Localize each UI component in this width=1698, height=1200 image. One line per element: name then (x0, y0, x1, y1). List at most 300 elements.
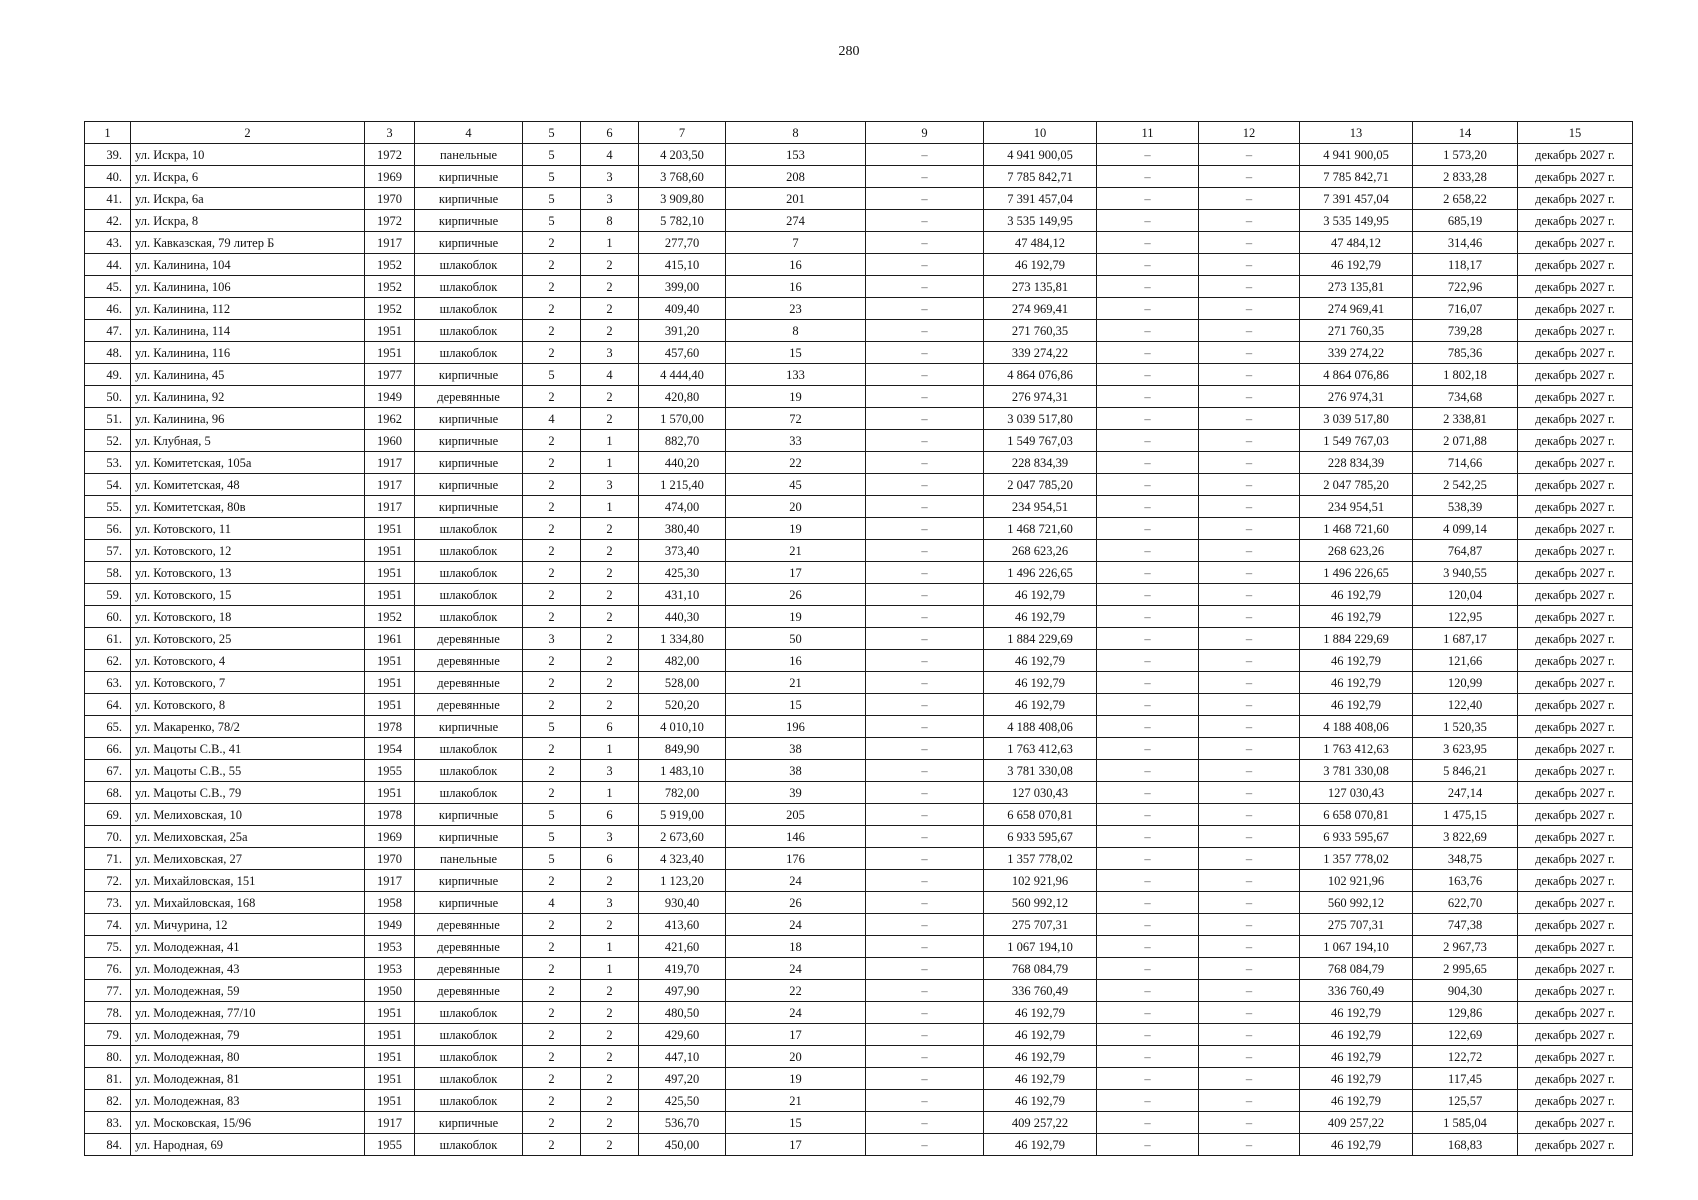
deadline-cell: декабрь 2027 г. (1518, 892, 1633, 914)
address-cell: ул. Молодежная, 81 (131, 1068, 365, 1090)
column-number-row (85, 122, 1633, 144)
build-year-cell: 1972 (365, 144, 415, 166)
wall-material-cell: панельные (415, 144, 523, 166)
address-cell: ул. Мацоты С.В., 79 (131, 782, 365, 804)
col-9-value-cell: – (866, 738, 984, 760)
build-year-cell: 1961 (365, 628, 415, 650)
deadline-cell: декабрь 2027 г. (1518, 716, 1633, 738)
deadline-cell: декабрь 2027 г. (1518, 518, 1633, 540)
cost-per-sqm-cell: 685,19 (1413, 210, 1518, 232)
col-9-value-cell: – (866, 430, 984, 452)
deadline-cell: декабрь 2027 г. (1518, 1046, 1633, 1068)
floors-cell: 5 (523, 210, 581, 232)
entrances-cell: 2 (581, 980, 639, 1002)
col-11-value-cell: – (1097, 254, 1199, 276)
cost-fund-cell: 102 921,96 (1300, 870, 1413, 892)
wall-material-cell: деревянные (415, 914, 523, 936)
col-12-value-cell: – (1199, 650, 1300, 672)
col-12-value-cell: – (1199, 694, 1300, 716)
residents-cell: 17 (726, 1024, 866, 1046)
col-9-value-cell: – (866, 452, 984, 474)
wall-material-cell: панельные (415, 848, 523, 870)
table-row (85, 826, 1633, 848)
deadline-cell: декабрь 2027 г. (1518, 496, 1633, 518)
col-12-value-cell: – (1199, 760, 1300, 782)
floors-cell: 5 (523, 804, 581, 826)
cost-per-sqm-cell: 2 833,28 (1413, 166, 1518, 188)
entrances-cell: 1 (581, 782, 639, 804)
cost-total-cell: 46 192,79 (984, 1024, 1097, 1046)
entrances-cell: 6 (581, 848, 639, 870)
build-year-cell: 1969 (365, 826, 415, 848)
residents-cell: 133 (726, 364, 866, 386)
cost-fund-cell: 409 257,22 (1300, 1112, 1413, 1134)
table-row (85, 496, 1633, 518)
col-11-value-cell: – (1097, 628, 1199, 650)
entrances-cell: 2 (581, 694, 639, 716)
build-year-cell: 1949 (365, 386, 415, 408)
cost-fund-cell: 271 760,35 (1300, 320, 1413, 342)
cost-fund-cell: 7 785 842,71 (1300, 166, 1413, 188)
cost-total-cell: 1 496 226,65 (984, 562, 1097, 584)
deadline-cell: декабрь 2027 г. (1518, 232, 1633, 254)
residents-cell: 17 (726, 1134, 866, 1156)
entrances-cell: 1 (581, 738, 639, 760)
table-row (85, 672, 1633, 694)
col-11-value-cell: – (1097, 188, 1199, 210)
floors-cell: 2 (523, 452, 581, 474)
deadline-cell: декабрь 2027 г. (1518, 606, 1633, 628)
deadline-cell: декабрь 2027 г. (1518, 738, 1633, 760)
entrances-cell: 3 (581, 826, 639, 848)
cost-per-sqm-cell: 247,14 (1413, 782, 1518, 804)
col-11-value-cell: – (1097, 1024, 1199, 1046)
total-area-cell: 399,00 (639, 276, 726, 298)
wall-material-cell: шлакоблок (415, 1046, 523, 1068)
cost-fund-cell: 234 954,51 (1300, 496, 1413, 518)
col-9-value-cell: – (866, 584, 984, 606)
deadline-cell: декабрь 2027 г. (1518, 980, 1633, 1002)
wall-material-cell: шлакоблок (415, 738, 523, 760)
wall-material-cell: шлакоблок (415, 782, 523, 804)
table-row (85, 804, 1633, 826)
cost-fund-cell: 1 496 226,65 (1300, 562, 1413, 584)
floors-cell: 2 (523, 320, 581, 342)
build-year-cell: 1962 (365, 408, 415, 430)
total-area-cell: 447,10 (639, 1046, 726, 1068)
cost-per-sqm-cell: 314,46 (1413, 232, 1518, 254)
build-year-cell: 1969 (365, 166, 415, 188)
col-12-value-cell: – (1199, 562, 1300, 584)
address-cell: ул. Калинина, 104 (131, 254, 365, 276)
build-year-cell: 1951 (365, 672, 415, 694)
col-11-value-cell: – (1097, 1002, 1199, 1024)
cost-per-sqm-cell: 2 071,88 (1413, 430, 1518, 452)
cost-total-cell: 4 864 076,86 (984, 364, 1097, 386)
residents-cell: 146 (726, 826, 866, 848)
total-area-cell: 474,00 (639, 496, 726, 518)
total-area-cell: 497,90 (639, 980, 726, 1002)
col-9-value-cell: – (866, 342, 984, 364)
address-cell: ул. Комитетская, 48 (131, 474, 365, 496)
col-12-value-cell: – (1199, 276, 1300, 298)
deadline-cell: декабрь 2027 г. (1518, 1134, 1633, 1156)
row-number-cell: 79. (85, 1024, 131, 1046)
table-row (85, 936, 1633, 958)
cost-total-cell: 1 549 767,03 (984, 430, 1097, 452)
cost-fund-cell: 3 535 149,95 (1300, 210, 1413, 232)
build-year-cell: 1917 (365, 474, 415, 496)
cost-per-sqm-cell: 739,28 (1413, 320, 1518, 342)
table-body (85, 144, 1633, 1156)
deadline-cell: декабрь 2027 г. (1518, 452, 1633, 474)
col-9-value-cell: – (866, 848, 984, 870)
table-row (85, 870, 1633, 892)
wall-material-cell: шлакоблок (415, 342, 523, 364)
col-11-value-cell: – (1097, 980, 1199, 1002)
wall-material-cell: деревянные (415, 694, 523, 716)
col-12-value-cell: – (1199, 958, 1300, 980)
col-11-value-cell: – (1097, 276, 1199, 298)
entrances-cell: 1 (581, 958, 639, 980)
entrances-cell: 2 (581, 584, 639, 606)
table-row (85, 1002, 1633, 1024)
build-year-cell: 1917 (365, 870, 415, 892)
build-year-cell: 1960 (365, 430, 415, 452)
deadline-cell: декабрь 2027 г. (1518, 188, 1633, 210)
wall-material-cell: кирпичные (415, 188, 523, 210)
floors-cell: 2 (523, 672, 581, 694)
col-11-value-cell: – (1097, 144, 1199, 166)
deadline-cell: декабрь 2027 г. (1518, 540, 1633, 562)
floors-cell: 2 (523, 980, 581, 1002)
address-cell: ул. Котовского, 11 (131, 518, 365, 540)
residents-cell: 17 (726, 562, 866, 584)
residents-cell: 45 (726, 474, 866, 496)
wall-material-cell: кирпичные (415, 430, 523, 452)
total-area-cell: 380,40 (639, 518, 726, 540)
deadline-cell: декабрь 2027 г. (1518, 1002, 1633, 1024)
table-row (85, 1112, 1633, 1134)
cost-per-sqm-cell: 1 687,17 (1413, 628, 1518, 650)
wall-material-cell: деревянные (415, 936, 523, 958)
table-row (85, 254, 1633, 276)
total-area-cell: 930,40 (639, 892, 726, 914)
deadline-cell: декабрь 2027 г. (1518, 210, 1633, 232)
row-number-cell: 47. (85, 320, 131, 342)
address-cell: ул. Мелиховская, 25а (131, 826, 365, 848)
build-year-cell: 1978 (365, 804, 415, 826)
col-11-value-cell: – (1097, 892, 1199, 914)
row-number-cell: 63. (85, 672, 131, 694)
residents-cell: 33 (726, 430, 866, 452)
cost-per-sqm-cell: 2 995,65 (1413, 958, 1518, 980)
entrances-cell: 2 (581, 518, 639, 540)
col-12-value-cell: – (1199, 298, 1300, 320)
col-12-value-cell: – (1199, 1024, 1300, 1046)
row-number-cell: 39. (85, 144, 131, 166)
floors-cell: 5 (523, 166, 581, 188)
cost-total-cell: 409 257,22 (984, 1112, 1097, 1134)
col-12-value-cell: – (1199, 1068, 1300, 1090)
deadline-cell: декабрь 2027 г. (1518, 386, 1633, 408)
build-year-cell: 1951 (365, 1090, 415, 1112)
row-number-cell: 51. (85, 408, 131, 430)
table-row (85, 1090, 1633, 1112)
residents-cell: 196 (726, 716, 866, 738)
cost-fund-cell: 46 192,79 (1300, 1134, 1413, 1156)
build-year-cell: 1977 (365, 364, 415, 386)
col-9-value-cell: – (866, 1134, 984, 1156)
cost-fund-cell: 46 192,79 (1300, 1068, 1413, 1090)
residents-cell: 15 (726, 694, 866, 716)
cost-per-sqm-cell: 764,87 (1413, 540, 1518, 562)
table-row (85, 584, 1633, 606)
floors-cell: 2 (523, 232, 581, 254)
row-number-cell: 56. (85, 518, 131, 540)
entrances-cell: 2 (581, 628, 639, 650)
total-area-cell: 480,50 (639, 1002, 726, 1024)
cost-per-sqm-cell: 622,70 (1413, 892, 1518, 914)
deadline-cell: декабрь 2027 г. (1518, 298, 1633, 320)
address-cell: ул. Котовского, 8 (131, 694, 365, 716)
deadline-cell: декабрь 2027 г. (1518, 320, 1633, 342)
wall-material-cell: деревянные (415, 958, 523, 980)
entrances-cell: 2 (581, 1068, 639, 1090)
cost-total-cell: 46 192,79 (984, 694, 1097, 716)
table-row (85, 760, 1633, 782)
address-cell: ул. Московская, 15/96 (131, 1112, 365, 1134)
floors-cell: 2 (523, 1068, 581, 1090)
col-11-value-cell: – (1097, 1112, 1199, 1134)
total-area-cell: 440,30 (639, 606, 726, 628)
residents-cell: 201 (726, 188, 866, 210)
row-number-cell: 62. (85, 650, 131, 672)
column-number-3: 3 (365, 122, 415, 144)
build-year-cell: 1953 (365, 936, 415, 958)
table-row (85, 958, 1633, 980)
wall-material-cell: кирпичные (415, 166, 523, 188)
wall-material-cell: кирпичные (415, 474, 523, 496)
row-number-cell: 67. (85, 760, 131, 782)
build-year-cell: 1951 (365, 1024, 415, 1046)
build-year-cell: 1972 (365, 210, 415, 232)
entrances-cell: 2 (581, 870, 639, 892)
col-9-value-cell: – (866, 826, 984, 848)
cost-per-sqm-cell: 722,96 (1413, 276, 1518, 298)
address-cell: ул. Калинина, 92 (131, 386, 365, 408)
col-9-value-cell: – (866, 1112, 984, 1134)
residents-cell: 24 (726, 870, 866, 892)
row-number-cell: 57. (85, 540, 131, 562)
col-9-value-cell: – (866, 694, 984, 716)
col-9-value-cell: – (866, 562, 984, 584)
cost-fund-cell: 46 192,79 (1300, 672, 1413, 694)
residents-cell: 176 (726, 848, 866, 870)
cost-per-sqm-cell: 4 099,14 (1413, 518, 1518, 540)
entrances-cell: 3 (581, 474, 639, 496)
col-11-value-cell: – (1097, 760, 1199, 782)
cost-fund-cell: 4 941 900,05 (1300, 144, 1413, 166)
cost-fund-cell: 3 781 330,08 (1300, 760, 1413, 782)
row-number-cell: 53. (85, 452, 131, 474)
deadline-cell: декабрь 2027 г. (1518, 474, 1633, 496)
total-area-cell: 425,50 (639, 1090, 726, 1112)
wall-material-cell: шлакоблок (415, 760, 523, 782)
total-area-cell: 520,20 (639, 694, 726, 716)
floors-cell: 4 (523, 408, 581, 430)
cost-fund-cell: 4 864 076,86 (1300, 364, 1413, 386)
row-number-cell: 68. (85, 782, 131, 804)
col-12-value-cell: – (1199, 166, 1300, 188)
address-cell: ул. Калинина, 45 (131, 364, 365, 386)
deadline-cell: декабрь 2027 г. (1518, 804, 1633, 826)
floors-cell: 2 (523, 738, 581, 760)
col-9-value-cell: – (866, 210, 984, 232)
deadline-cell: декабрь 2027 г. (1518, 870, 1633, 892)
table-row (85, 342, 1633, 364)
cost-fund-cell: 46 192,79 (1300, 1002, 1413, 1024)
total-area-cell: 277,70 (639, 232, 726, 254)
table-row (85, 408, 1633, 430)
entrances-cell: 2 (581, 1112, 639, 1134)
total-area-cell: 482,00 (639, 650, 726, 672)
col-9-value-cell: – (866, 1024, 984, 1046)
col-9-value-cell: – (866, 232, 984, 254)
cost-total-cell: 46 192,79 (984, 606, 1097, 628)
build-year-cell: 1917 (365, 496, 415, 518)
deadline-cell: декабрь 2027 г. (1518, 408, 1633, 430)
row-number-cell: 70. (85, 826, 131, 848)
total-area-cell: 536,70 (639, 1112, 726, 1134)
wall-material-cell: шлакоблок (415, 540, 523, 562)
wall-material-cell: кирпичные (415, 826, 523, 848)
entrances-cell: 8 (581, 210, 639, 232)
wall-material-cell: кирпичные (415, 870, 523, 892)
address-cell: ул. Котовского, 12 (131, 540, 365, 562)
row-number-cell: 49. (85, 364, 131, 386)
cost-fund-cell: 1 468 721,60 (1300, 518, 1413, 540)
entrances-cell: 2 (581, 540, 639, 562)
total-area-cell: 5 782,10 (639, 210, 726, 232)
address-cell: ул. Молодежная, 43 (131, 958, 365, 980)
cost-total-cell: 275 707,31 (984, 914, 1097, 936)
cost-fund-cell: 6 933 595,67 (1300, 826, 1413, 848)
build-year-cell: 1951 (365, 562, 415, 584)
col-11-value-cell: – (1097, 804, 1199, 826)
cost-total-cell: 3 039 517,80 (984, 408, 1097, 430)
address-cell: ул. Мацоты С.В., 41 (131, 738, 365, 760)
cost-fund-cell: 1 763 412,63 (1300, 738, 1413, 760)
deadline-cell: декабрь 2027 г. (1518, 144, 1633, 166)
col-12-value-cell: – (1199, 606, 1300, 628)
col-9-value-cell: – (866, 386, 984, 408)
row-number-cell: 77. (85, 980, 131, 1002)
residents-cell: 26 (726, 892, 866, 914)
residents-cell: 26 (726, 584, 866, 606)
row-number-cell: 78. (85, 1002, 131, 1024)
wall-material-cell: шлакоблок (415, 1068, 523, 1090)
build-year-cell: 1954 (365, 738, 415, 760)
build-year-cell: 1952 (365, 254, 415, 276)
entrances-cell: 4 (581, 144, 639, 166)
row-number-cell: 82. (85, 1090, 131, 1112)
residents-cell: 23 (726, 298, 866, 320)
entrances-cell: 2 (581, 650, 639, 672)
floors-cell: 5 (523, 716, 581, 738)
entrances-cell: 2 (581, 1024, 639, 1046)
cost-fund-cell: 46 192,79 (1300, 584, 1413, 606)
cost-per-sqm-cell: 747,38 (1413, 914, 1518, 936)
row-number-cell: 81. (85, 1068, 131, 1090)
col-9-value-cell: – (866, 1090, 984, 1112)
cost-per-sqm-cell: 1 585,04 (1413, 1112, 1518, 1134)
wall-material-cell: кирпичные (415, 1112, 523, 1134)
build-year-cell: 1970 (365, 848, 415, 870)
floors-cell: 2 (523, 386, 581, 408)
cost-per-sqm-cell: 538,39 (1413, 496, 1518, 518)
col-11-value-cell: – (1097, 826, 1199, 848)
table-row (85, 386, 1633, 408)
col-9-value-cell: – (866, 958, 984, 980)
address-cell: ул. Народная, 69 (131, 1134, 365, 1156)
address-cell: ул. Мацоты С.В., 55 (131, 760, 365, 782)
cost-fund-cell: 6 658 070,81 (1300, 804, 1413, 826)
floors-cell: 2 (523, 430, 581, 452)
cost-fund-cell: 336 760,49 (1300, 980, 1413, 1002)
deadline-cell: декабрь 2027 г. (1518, 1090, 1633, 1112)
address-cell: ул. Котовского, 13 (131, 562, 365, 584)
row-number-cell: 55. (85, 496, 131, 518)
cost-per-sqm-cell: 716,07 (1413, 298, 1518, 320)
col-12-value-cell: – (1199, 144, 1300, 166)
wall-material-cell: шлакоблок (415, 1002, 523, 1024)
cost-total-cell: 46 192,79 (984, 1068, 1097, 1090)
total-area-cell: 450,00 (639, 1134, 726, 1156)
cost-per-sqm-cell: 3 940,55 (1413, 562, 1518, 584)
address-cell: ул. Искра, 6 (131, 166, 365, 188)
col-9-value-cell: – (866, 870, 984, 892)
cost-total-cell: 339 274,22 (984, 342, 1097, 364)
floors-cell: 2 (523, 782, 581, 804)
table-row (85, 628, 1633, 650)
floors-cell: 2 (523, 870, 581, 892)
col-12-value-cell: – (1199, 452, 1300, 474)
entrances-cell: 2 (581, 276, 639, 298)
cost-fund-cell: 4 188 408,06 (1300, 716, 1413, 738)
cost-total-cell: 768 084,79 (984, 958, 1097, 980)
address-cell: ул. Котовского, 18 (131, 606, 365, 628)
deadline-cell: декабрь 2027 г. (1518, 826, 1633, 848)
build-year-cell: 1917 (365, 232, 415, 254)
col-12-value-cell: – (1199, 672, 1300, 694)
address-cell: ул. Котовского, 7 (131, 672, 365, 694)
cost-total-cell: 336 760,49 (984, 980, 1097, 1002)
row-number-cell: 58. (85, 562, 131, 584)
col-12-value-cell: – (1199, 936, 1300, 958)
col-12-value-cell: – (1199, 1112, 1300, 1134)
table-row (85, 1068, 1633, 1090)
table-row (85, 166, 1633, 188)
col-11-value-cell: – (1097, 298, 1199, 320)
column-number-7: 7 (639, 122, 726, 144)
col-9-value-cell: – (866, 474, 984, 496)
total-area-cell: 420,80 (639, 386, 726, 408)
col-11-value-cell: – (1097, 738, 1199, 760)
address-cell: ул. Калинина, 112 (131, 298, 365, 320)
col-12-value-cell: – (1199, 584, 1300, 606)
build-year-cell: 1951 (365, 1046, 415, 1068)
